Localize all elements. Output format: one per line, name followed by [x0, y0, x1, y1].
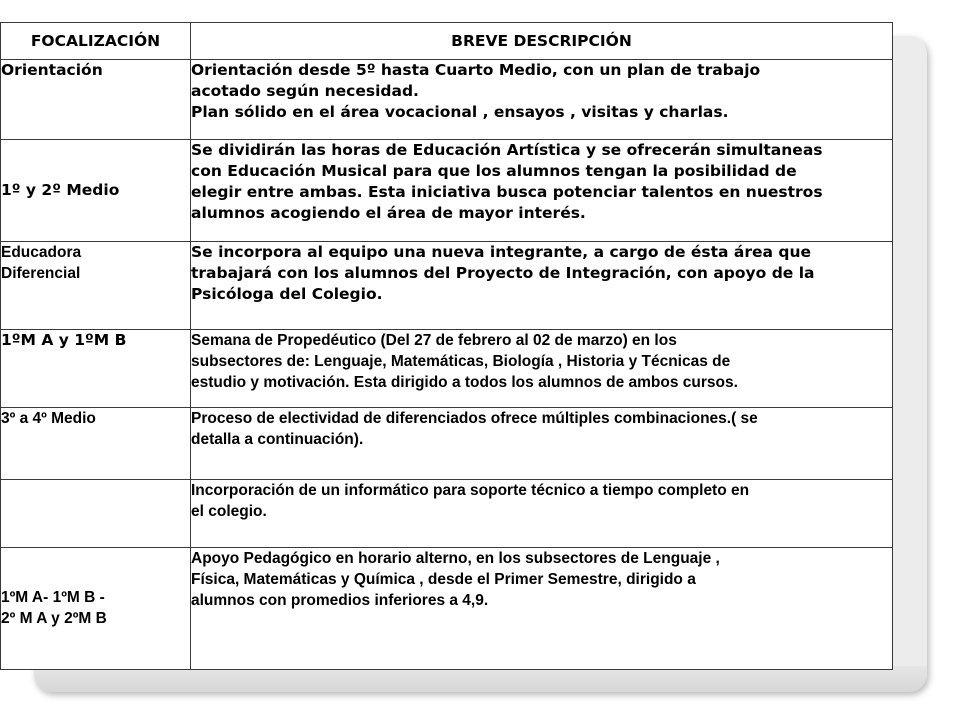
description-line: Se incorpora al equipo una nueva integrante, a cargo de ésta área que [191, 243, 811, 261]
focus-cell [1, 548, 191, 670]
description-line: acotado según necesidad. [191, 82, 419, 100]
table-row [1, 548, 893, 670]
description-cell [191, 242, 893, 330]
description-line: Plan sólido en el área vocacional , ensayos , visitas y charlas. [191, 103, 729, 121]
description-line: alumnos acogiendo el área de mayor interés. [191, 204, 586, 222]
focus-text: 1º y 2º Medio [1, 181, 120, 199]
header-row [1, 23, 893, 60]
description-line: Proceso de electividad de diferenciados ofrece múltiples combinaciones.( se [191, 410, 758, 427]
description-cell [191, 330, 893, 408]
description-line: subsectores de: Lenguaje, Matemáticas, Biología , Historia y Técnicas de [191, 353, 731, 370]
description-line: alumnos con promedios inferiores a 4,9. [191, 592, 489, 609]
focus-text: Educadora [1, 244, 82, 261]
focus-text: Diferencial [1, 265, 81, 282]
focus-text: 3º a 4º Medio [1, 410, 96, 427]
table-row [1, 140, 893, 242]
description-cell [191, 548, 893, 670]
table-row [1, 242, 893, 330]
description-cell [191, 480, 893, 548]
header-focalization: FOCALIZACIÓN [1, 23, 191, 60]
description-line: Semana de Propedéutico (Del 27 de febrero al 02 de marzo) en los [191, 332, 677, 349]
description-line: detalla a continuación). [191, 431, 364, 448]
description-line: Incorporación de un informático para soporte técnico a tiempo completo en [191, 482, 750, 499]
description-line: trabajará con los alumnos del Proyecto de Integración, con apoyo de la [191, 264, 815, 282]
description-line: Apoyo Pedagógico en horario alterno, en los subsectores de Lenguaje , [191, 550, 720, 567]
focus-cell [1, 480, 191, 548]
description-line: estudio y motivación. Esta dirigido a todos los alumnos de ambos cursos. [191, 374, 738, 391]
focus-text: 1ºM A- 1ºM B - [1, 589, 105, 606]
description-cell [191, 60, 893, 140]
description-cell [191, 140, 893, 242]
description-cell [191, 408, 893, 480]
description-line: Se dividirán las horas de Educación Artística y se ofrecerán simultaneas [191, 141, 823, 159]
focus-cell [1, 408, 191, 480]
description-line: el colegio. [191, 503, 267, 520]
focalization-table [0, 22, 893, 670]
focus-cell [1, 330, 191, 408]
table-row [1, 330, 893, 408]
description-line: Orientación desde 5º hasta Cuarto Medio, con un plan de trabajo [191, 61, 761, 79]
description-line: Psicóloga del Colegio. [191, 285, 383, 303]
focus-cell [1, 242, 191, 330]
focus-text: 1ºM A y 1ºM B [1, 331, 127, 349]
description-line: con Educación Musical para que los alumnos tengan la posibilidad de [191, 162, 797, 180]
focus-text: 2º M A y 2ºM B [1, 610, 107, 627]
focus-cell [1, 140, 191, 242]
header-brief-description: BREVE DESCRIPCIÓN [191, 23, 893, 60]
table-row [1, 480, 893, 548]
description-line: Física, Matemáticas y Química , desde el Primer Semestre, dirigido a [191, 571, 696, 588]
description-line: elegir entre ambas. Esta iniciativa busca potenciar talentos en nuestros [191, 183, 823, 201]
table-row [1, 408, 893, 480]
table-row [1, 60, 893, 140]
focus-text: Orientación [1, 61, 103, 79]
focus-cell [1, 60, 191, 140]
